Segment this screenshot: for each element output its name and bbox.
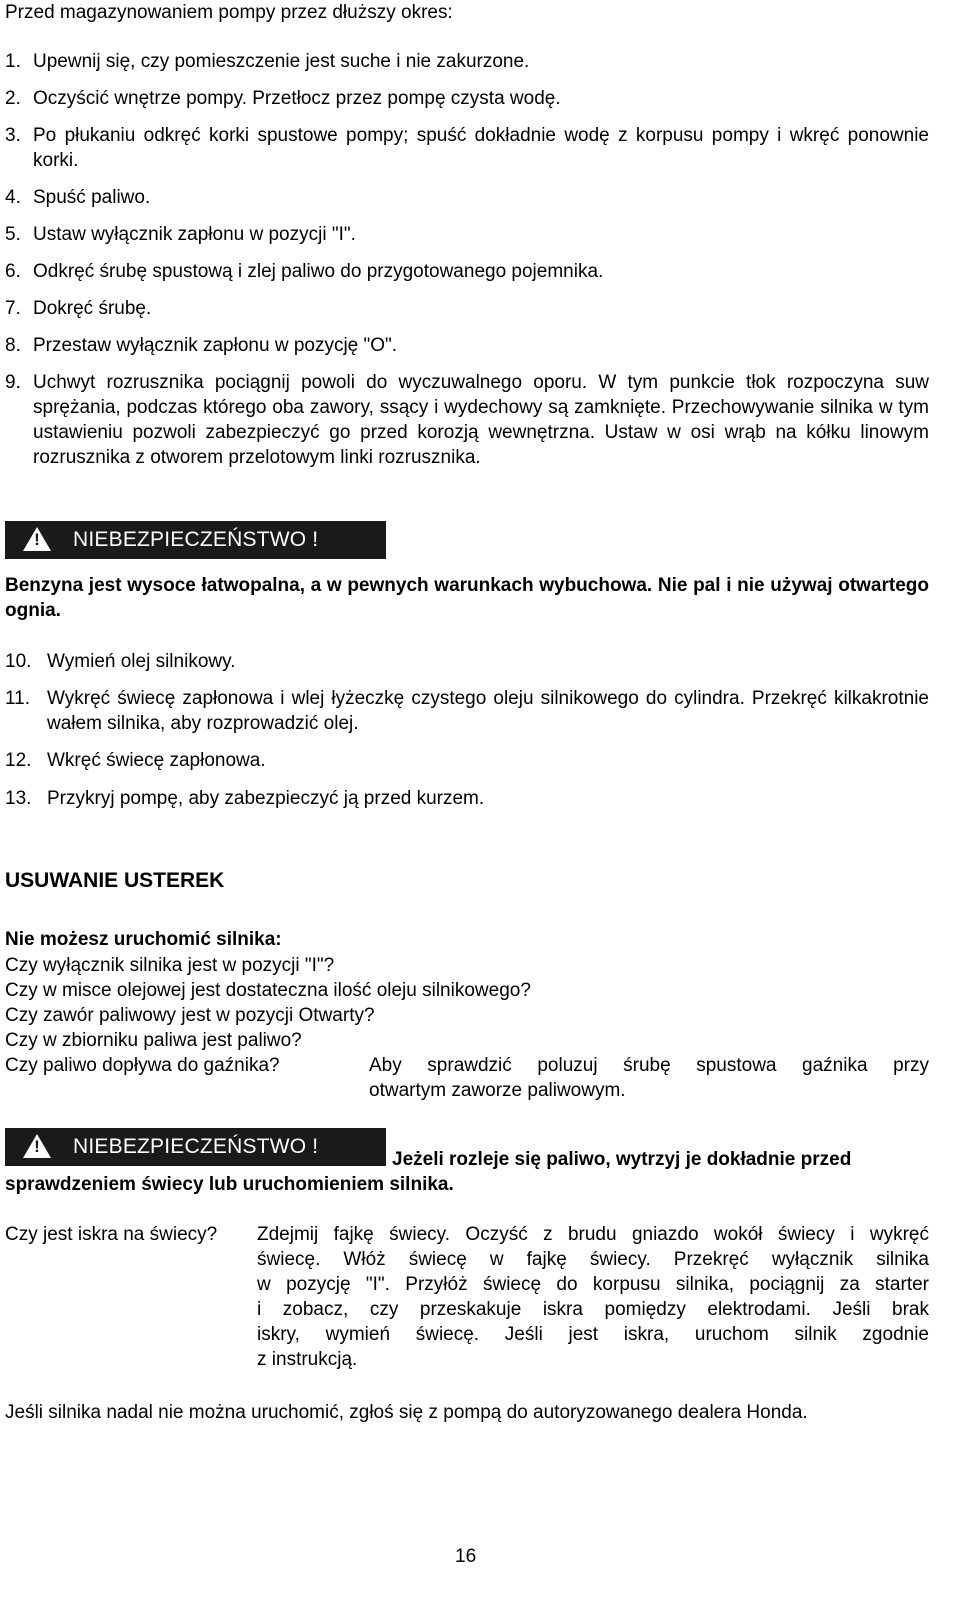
step-text: Ustaw wyłącznik zapłonu w pozycji "I". xyxy=(33,224,356,245)
exclamation-mark: ! xyxy=(34,530,40,549)
step-text: Odkręć śrubę spustową i zlej paliwo do przygotowanego pojemnika. xyxy=(33,261,604,282)
check-item: Czy w zbiorniku paliwa jest paliwo? xyxy=(5,1030,302,1051)
step-text: Wymień olej silnikowy. xyxy=(47,651,236,672)
step-text: Uchwyt rozrusznika pociągnij powoli do wyczuwalnego oporu. W tym punkcie tłok rozpoczyna suw sprężania, podczas którego oba zawory, ssący i wydechowy są zamknięte. Przechowywanie silnika w tym ustawieniu pozwoli zabezpieczyć go przed korozją wewnętrzna. Ustaw w osi wrąb na kółku linowym rozrusznika z otworem przelotowym linki rozrusznika. xyxy=(33,372,929,468)
step-text: Upewnij się, czy pomieszczenie jest suche i nie zakurzone. xyxy=(33,51,530,72)
spill-warning-part1: Jeżeli rozleje się paliwo, wytrzyj je dokładnie przed xyxy=(392,1149,852,1170)
step-number: 2. xyxy=(5,88,21,109)
step-number: 5. xyxy=(5,224,21,245)
danger-banner xyxy=(5,1128,386,1166)
fuel-warning: Benzyna jest wysoce łatwopalna, a w pewnych warunkach wybuchowa. Nie pal i nie używaj otwartego ognia. xyxy=(5,575,929,621)
fuel-answer: Aby sprawdzić poluzuj śrubę spustowa gaźnika przy otwartym zaworze paliwowym. xyxy=(369,1055,929,1101)
step-text: Oczyścić wnętrze pompy. Przetłocz przez pompę czysta wodę. xyxy=(33,88,561,109)
check-item: Czy zawór paliwowy jest w pozycji Otwarty? xyxy=(5,1005,375,1026)
subheading: Nie możesz uruchomić silnika: xyxy=(5,929,282,950)
step-number: 9. xyxy=(5,372,21,393)
step-text: Przykryj pompę, aby zabezpieczyć ją przed kurzem. xyxy=(47,788,485,809)
storage-intro: Przed magazynowaniem pompy przez dłuższy okres: xyxy=(5,2,453,23)
step-text: Wykręć świecę zapłonowa i wlej łyżeczkę czystego oleju silnikowego do cylindra. Przekręć kilkakrotnie wałem silnika, aby rozprowadzić olej. xyxy=(47,688,929,734)
step-text: Wkręć świecę zapłonowa. xyxy=(47,750,266,771)
final-note: Jeśli silnika nadal nie można uruchomić, zgłoś się z pompą do autoryzowanego dealera Honda. xyxy=(5,1402,808,1423)
step-number: 7. xyxy=(5,298,21,319)
check-item: Czy wyłącznik silnika jest w pozycji "I"? xyxy=(5,955,335,976)
danger-label: NIEBEZPIECZEŃSTWO ! xyxy=(73,1135,319,1158)
step-text: Po płukaniu odkręć korki spustowe pompy; spuść dokładnie wodę z korpusu pompy i wkręć ponownie korki. xyxy=(33,125,929,171)
step-number: 11. xyxy=(5,688,31,709)
fuel-question: Czy paliwo dopływa do gaźnika? xyxy=(5,1055,280,1076)
spark-question: Czy jest iskra na świecy? xyxy=(5,1224,218,1245)
step-number: 13. xyxy=(5,788,32,809)
step-number: 4. xyxy=(5,187,21,208)
spark-answer: Zdejmij fajkę świecy. Oczyść z brudu gniazdo wokół świecy i wykręć świecę. Włóż świecę w fajkę świecy. Przekręć wyłącznik silnika w pozycję "I". Przyłóż świecę do korpusu silnika, pociągnij za starter i zobacz, czy przeskakuje iskra pomiędzy elektrodami. Jeśli brak iskry, wymień świecę. Jeśli jest iskra, uruchom silnik zgodnie z instrukcją. xyxy=(257,1224,929,1370)
check-item: Czy w misce olejowej jest dostateczna ilość oleju silnikowego? xyxy=(5,980,531,1001)
section-title: USUWANIE USTEREK xyxy=(5,869,225,892)
step-number: 12. xyxy=(5,750,32,771)
step-number: 3. xyxy=(5,125,21,146)
exclamation-mark: ! xyxy=(34,1137,40,1156)
danger-banner xyxy=(5,521,386,559)
step-number: 1. xyxy=(5,51,21,72)
spill-warning-part2: sprawdzeniem świecy lub uruchomieniem silnika. xyxy=(5,1174,454,1195)
step-text: Dokręć śrubę. xyxy=(33,298,152,319)
step-text: Spuść paliwo. xyxy=(33,187,151,208)
step-number: 10. xyxy=(5,651,32,672)
danger-label: NIEBEZPIECZEŃSTWO ! xyxy=(73,528,319,551)
page-number: 16 xyxy=(455,1546,477,1567)
step-number: 8. xyxy=(5,335,21,356)
step-text: Przestaw wyłącznik zapłonu w pozycję "O". xyxy=(33,335,398,356)
step-number: 6. xyxy=(5,261,21,282)
